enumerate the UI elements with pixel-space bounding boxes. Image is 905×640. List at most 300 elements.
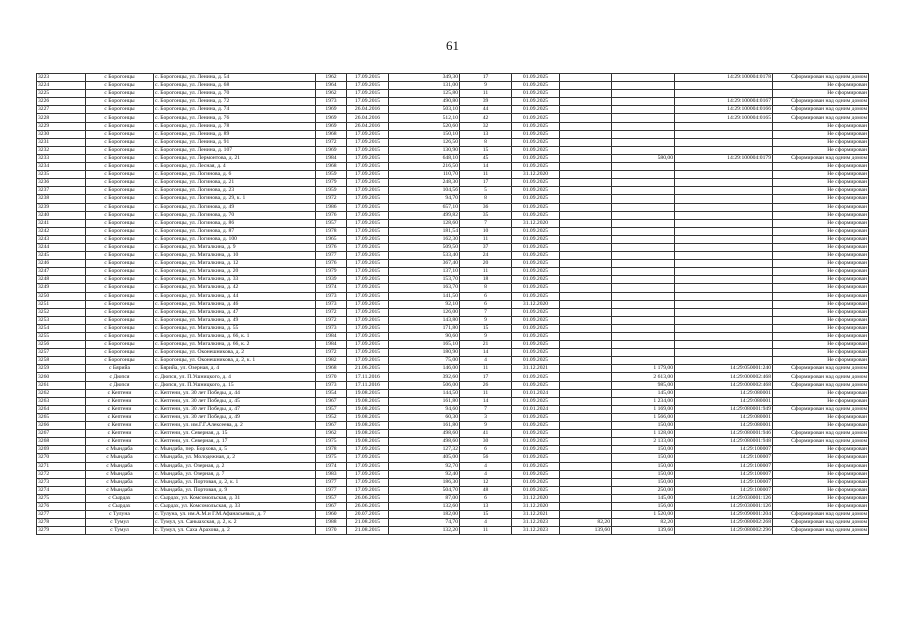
cell-land-status: Сформирован над одним домом bbox=[773, 381, 869, 389]
cell-inclusion-date: 17.09.2015 bbox=[347, 276, 389, 284]
cell-land-status: Сформирован над одним домом bbox=[773, 405, 869, 413]
table-row bbox=[37, 422, 869, 430]
cell-inclusion-date: 17.09.2015 bbox=[347, 227, 389, 235]
cell-settlement: с Борогонцы bbox=[86, 138, 154, 146]
cell-residents: 9 bbox=[460, 422, 512, 430]
cell-area: 657,10 bbox=[389, 203, 460, 211]
cell-land-status: Сформирован над одним домом bbox=[773, 511, 869, 519]
cell-cadastral-number: 14:29:000002:468 bbox=[675, 373, 773, 381]
cell-amount-b: 150,00 bbox=[612, 422, 675, 430]
cell-area: 367,40 bbox=[389, 260, 460, 268]
cell-amount-b: 145,00 bbox=[612, 494, 675, 502]
cell-row-number: 3264 bbox=[37, 405, 86, 413]
cell-amount-a bbox=[560, 82, 612, 90]
cell-amount-a bbox=[560, 122, 612, 130]
cell-residents: 9 bbox=[460, 316, 512, 324]
cell-row-number: 3253 bbox=[37, 316, 86, 324]
cell-area: 392,60 bbox=[389, 373, 460, 381]
cell-settlement: с Борогонцы bbox=[86, 203, 154, 211]
cell-land-status: Не сформирован bbox=[773, 260, 869, 268]
cell-inclusion-date: 17.09.2015 bbox=[347, 462, 389, 470]
cell-address: с. Кептени, ул. 30 лет Победы, д. 47 bbox=[154, 405, 316, 413]
table-row bbox=[37, 227, 869, 235]
cell-deadline: 31.12.2020 bbox=[512, 171, 560, 179]
cell-year-built: 1984 bbox=[316, 341, 347, 349]
cell-row-number: 3267 bbox=[37, 430, 86, 438]
cell-residents: 37 bbox=[460, 243, 512, 251]
cell-cadastral-number: 14:29:100007 bbox=[675, 486, 773, 494]
cell-residents: 15 bbox=[460, 324, 512, 332]
cell-land-status: Не сформирован bbox=[773, 203, 869, 211]
cell-amount-b: 1 234,00 bbox=[612, 397, 675, 405]
cell-cadastral-number: 14:29:080001:949 bbox=[675, 405, 773, 413]
cell-land-status: Сформирован над одним домом bbox=[773, 430, 869, 438]
cell-year-built: 1952 bbox=[316, 413, 347, 421]
cell-amount-b bbox=[612, 316, 675, 324]
cell-deadline: 01.09.2025 bbox=[512, 98, 560, 106]
cell-address: с. Сырдах, ул. Комсомольская, д. 31 bbox=[154, 494, 316, 502]
cell-row-number: 3268 bbox=[37, 438, 86, 446]
cell-row-number: 3249 bbox=[37, 284, 86, 292]
table-row bbox=[37, 397, 869, 405]
table-row bbox=[37, 82, 869, 90]
cell-area: 490,80 bbox=[389, 98, 460, 106]
cell-land-status: Не сформирован bbox=[773, 397, 869, 405]
cell-settlement: с Борогонцы bbox=[86, 187, 154, 195]
cell-land-status: Не сформирован bbox=[773, 227, 869, 235]
cell-row-number: 3246 bbox=[37, 260, 86, 268]
cell-cadastral-number: 14:29:100004:0178 bbox=[675, 74, 773, 82]
cell-land-status: Не сформирован bbox=[773, 357, 869, 365]
table-row bbox=[37, 138, 869, 146]
table-row bbox=[37, 74, 869, 82]
cell-amount-b: 1 520,00 bbox=[612, 511, 675, 519]
cell-residents: 10 bbox=[460, 227, 512, 235]
cell-area: 520,60 bbox=[389, 122, 460, 130]
cell-row-number: 3224 bbox=[37, 82, 86, 90]
cell-year-built: 1973 bbox=[316, 324, 347, 332]
cell-deadline: 01.09.2025 bbox=[512, 187, 560, 195]
cell-residents: 6 bbox=[460, 300, 512, 308]
cell-year-built: 1957 bbox=[316, 405, 347, 413]
cell-amount-b bbox=[612, 219, 675, 227]
cell-year-built: 1969 bbox=[316, 106, 347, 114]
cell-area: 146,00 bbox=[389, 365, 460, 373]
cell-deadline: 01.09.2025 bbox=[512, 163, 560, 171]
table-row bbox=[37, 413, 869, 421]
cell-deadline: 01.09.2025 bbox=[512, 106, 560, 114]
cell-amount-a bbox=[560, 130, 612, 138]
cell-row-number: 3273 bbox=[37, 478, 86, 486]
cell-inclusion-date: 17.09.2015 bbox=[347, 82, 389, 90]
cell-inclusion-date: 17.11.2016 bbox=[347, 373, 389, 381]
cell-settlement: с Тулуна bbox=[86, 511, 154, 519]
cell-cadastral-number bbox=[675, 179, 773, 187]
cell-amount-b bbox=[612, 74, 675, 82]
cell-year-built: 1976 bbox=[316, 211, 347, 219]
cell-row-number: 3265 bbox=[37, 413, 86, 421]
cell-settlement: с Тумул bbox=[86, 527, 154, 535]
cell-deadline: 31.12.2021 bbox=[512, 365, 560, 373]
cell-deadline: 01.09.2025 bbox=[512, 308, 560, 316]
cell-cadastral-number bbox=[675, 138, 773, 146]
cell-deadline: 01.09.2025 bbox=[512, 292, 560, 300]
cell-address: с. Борогонцы, ул. Оконешникова, д. 2, к. 1 bbox=[154, 357, 316, 365]
cell-row-number: 3275 bbox=[37, 494, 86, 502]
cell-amount-b: 150,00 bbox=[612, 446, 675, 454]
cell-year-built: 1973 bbox=[316, 381, 347, 389]
cell-row-number: 3270 bbox=[37, 454, 86, 462]
cell-deadline: 01.01.2024 bbox=[512, 389, 560, 397]
cell-amount-b bbox=[612, 211, 675, 219]
cell-deadline: 01.01.2024 bbox=[512, 405, 560, 413]
table-row bbox=[37, 349, 869, 357]
table-row bbox=[37, 381, 869, 389]
cell-amount-a bbox=[560, 260, 612, 268]
cell-address: с. Борогонцы, ул. Логинова, д. 100 bbox=[154, 235, 316, 243]
cell-amount-a bbox=[560, 430, 612, 438]
cell-inclusion-date: 17.09.2015 bbox=[347, 138, 389, 146]
cell-cadastral-number: 14:29:100007 bbox=[675, 470, 773, 478]
cell-cadastral-number: 14:29:030001:126 bbox=[675, 494, 773, 502]
cell-land-status: Не сформирован bbox=[773, 470, 869, 478]
cell-area: 75,00 bbox=[389, 357, 460, 365]
table-row bbox=[37, 519, 869, 527]
cell-cadastral-number: 14:29:100007 bbox=[675, 478, 773, 486]
cell-amount-b: 145,00 bbox=[612, 389, 675, 397]
cell-year-built: 1968 bbox=[316, 163, 347, 171]
cell-area: 161,80 bbox=[389, 397, 460, 405]
cell-amount-a bbox=[560, 292, 612, 300]
cell-inclusion-date: 17.09.2015 bbox=[347, 130, 389, 138]
cell-row-number: 3227 bbox=[37, 106, 86, 114]
cell-year-built: 1988 bbox=[316, 519, 347, 527]
cell-land-status: Сформирован над одним домом bbox=[773, 373, 869, 381]
cell-cadastral-number: 14:29:100004:0167 bbox=[675, 98, 773, 106]
cell-settlement: с Кептени bbox=[86, 413, 154, 421]
cell-deadline: 31.12.2023 bbox=[512, 527, 560, 535]
cell-amount-b bbox=[612, 195, 675, 203]
cell-inclusion-date: 19.08.2015 bbox=[347, 422, 389, 430]
cell-area: 648,10 bbox=[389, 154, 460, 162]
cell-amount-b: 580,00 bbox=[612, 154, 675, 162]
cell-address: с. Кептени, ул. Северная, д. 15 bbox=[154, 430, 316, 438]
cell-settlement: с Борогонцы bbox=[86, 308, 154, 316]
cell-area: 498,60 bbox=[389, 430, 460, 438]
cell-land-status: Не сформирован bbox=[773, 82, 869, 90]
cell-year-built: 1979 bbox=[316, 268, 347, 276]
cell-address: с. Кептени, ул. 30 лет Победы, д. 45 bbox=[154, 397, 316, 405]
cell-inclusion-date: 17.09.2015 bbox=[347, 74, 389, 82]
cell-deadline: 01.09.2025 bbox=[512, 446, 560, 454]
cell-inclusion-date: 17.09.2015 bbox=[347, 90, 389, 98]
cell-land-status: Не сформирован bbox=[773, 171, 869, 179]
cell-area: 127,32 bbox=[389, 446, 460, 454]
cell-year-built: 1973 bbox=[316, 98, 347, 106]
cell-amount-a bbox=[560, 454, 612, 462]
cell-amount-b: 150,00 bbox=[612, 478, 675, 486]
cell-address: с. Кептени, ул. 30 лет Победы, д. 44 bbox=[154, 389, 316, 397]
cell-inclusion-date: 17.09.2015 bbox=[347, 243, 389, 251]
cell-year-built: 1954 bbox=[316, 389, 347, 397]
cell-amount-b bbox=[612, 357, 675, 365]
cell-deadline: 01.09.2025 bbox=[512, 138, 560, 146]
cell-address: с. Борогонцы, ул. Ленина, д. 107 bbox=[154, 146, 316, 154]
cell-area: 92,70 bbox=[389, 462, 460, 470]
cell-year-built: 1967 bbox=[316, 502, 347, 510]
cell-residents: 11 bbox=[460, 268, 512, 276]
cell-cadastral-number bbox=[675, 284, 773, 292]
cell-year-built: 1970 bbox=[316, 527, 347, 535]
cell-amount-b bbox=[612, 203, 675, 211]
cell-cadastral-number: 14:29:100007 bbox=[675, 446, 773, 454]
cell-amount-b bbox=[612, 163, 675, 171]
cell-inclusion-date: 17.09.2015 bbox=[347, 154, 389, 162]
cell-area: 131,00 bbox=[389, 82, 460, 90]
cell-amount-a bbox=[560, 478, 612, 486]
cell-address: с. Бярийа, ул. Озерная, д. 4 bbox=[154, 365, 316, 373]
cell-settlement: с Мындаба bbox=[86, 454, 154, 462]
cell-land-status: Не сформирован bbox=[773, 333, 869, 341]
cell-area: 509,50 bbox=[389, 243, 460, 251]
cell-address: с. Тулуна, ул. им.А.М.и Г.М.Афанасьевых, д. 7 bbox=[154, 511, 316, 519]
cell-year-built: 1972 bbox=[316, 195, 347, 203]
cell-address: с. Борогонцы, ул. Ленина, д. 78 bbox=[154, 122, 316, 130]
cell-residents: 24 bbox=[460, 252, 512, 260]
cell-settlement: с Борогонцы bbox=[86, 154, 154, 162]
table-row bbox=[37, 252, 869, 260]
cell-row-number: 3248 bbox=[37, 276, 86, 284]
cell-cadastral-number bbox=[675, 252, 773, 260]
cell-area: 87,00 bbox=[389, 494, 460, 502]
table-row bbox=[37, 90, 869, 98]
cell-row-number: 3263 bbox=[37, 397, 86, 405]
cell-amount-a bbox=[560, 316, 612, 324]
cell-amount-a bbox=[560, 284, 612, 292]
cell-settlement: с Борогонцы bbox=[86, 292, 154, 300]
cell-row-number: 3260 bbox=[37, 373, 86, 381]
cell-area: 94,70 bbox=[389, 195, 460, 203]
cell-year-built: 1967 bbox=[316, 422, 347, 430]
cell-inclusion-date: 17.09.2015 bbox=[347, 98, 389, 106]
cell-land-status: Сформирован над одним домом bbox=[773, 98, 869, 106]
cell-settlement: с Борогонцы bbox=[86, 300, 154, 308]
cell-row-number: 3272 bbox=[37, 470, 86, 478]
cell-amount-a bbox=[560, 106, 612, 114]
cell-amount-b: 82,20 bbox=[612, 519, 675, 527]
cell-deadline: 01.09.2025 bbox=[512, 341, 560, 349]
cell-year-built: 1976 bbox=[316, 243, 347, 251]
cell-inclusion-date: 17.09.2015 bbox=[347, 333, 389, 341]
cell-inclusion-date: 17.09.2015 bbox=[347, 163, 389, 171]
cell-address: с. Борогонцы, ул. Мигалкина, д. 20 bbox=[154, 268, 316, 276]
table-row bbox=[37, 389, 869, 397]
cell-deadline: 31.12.2020 bbox=[512, 300, 560, 308]
cell-amount-a bbox=[560, 243, 612, 251]
cell-residents: 15 bbox=[460, 146, 512, 154]
cell-land-status: Сформирован над одним домом bbox=[773, 106, 869, 114]
cell-residents: 11 bbox=[460, 171, 512, 179]
cell-area: 130,90 bbox=[389, 146, 460, 154]
cell-inclusion-date: 17.09.2015 bbox=[347, 219, 389, 227]
table-row bbox=[37, 511, 869, 519]
cell-row-number: 3233 bbox=[37, 154, 86, 162]
cell-area: 533,40 bbox=[389, 252, 460, 260]
cell-address: с. Борогонцы, ул. Мигалкина, д. 44 bbox=[154, 292, 316, 300]
cell-residents: 56 bbox=[460, 454, 512, 462]
cell-area: 90,60 bbox=[389, 333, 460, 341]
cell-deadline: 01.09.2025 bbox=[512, 235, 560, 243]
cell-residents: 18 bbox=[460, 276, 512, 284]
table-row bbox=[37, 308, 869, 316]
cell-row-number: 3226 bbox=[37, 98, 86, 106]
cell-area: 248,30 bbox=[389, 179, 460, 187]
table-body bbox=[37, 74, 869, 535]
cell-residents: 14 bbox=[460, 163, 512, 171]
table-row bbox=[37, 494, 869, 502]
cell-residents: 14 bbox=[460, 349, 512, 357]
cell-amount-a bbox=[560, 333, 612, 341]
table-row bbox=[37, 470, 869, 478]
cell-land-status: Сформирован над одним домом bbox=[773, 154, 869, 162]
cell-inclusion-date: 19.08.2015 bbox=[347, 405, 389, 413]
cell-inclusion-date: 26.06.2015 bbox=[347, 502, 389, 510]
cell-amount-b bbox=[612, 90, 675, 98]
cell-address: с. Кептени, ул. Северная, д. 17 bbox=[154, 438, 316, 446]
cell-year-built: 1979 bbox=[316, 179, 347, 187]
cell-area: 162,30 bbox=[389, 235, 460, 243]
cell-year-built: 1984 bbox=[316, 333, 347, 341]
table-row bbox=[37, 98, 869, 106]
cell-land-status: Сформирован над одним домом bbox=[773, 519, 869, 527]
cell-area: 512,10 bbox=[389, 114, 460, 122]
table-row bbox=[37, 365, 869, 373]
cell-deadline: 31.12.2020 bbox=[512, 494, 560, 502]
cell-address: с. Борогонцы, ул. Мигалкина, д. 49 bbox=[154, 316, 316, 324]
cell-settlement: с Борогонцы bbox=[86, 276, 154, 284]
table-row bbox=[37, 333, 869, 341]
cell-year-built: 1965 bbox=[316, 235, 347, 243]
cell-year-built: 1962 bbox=[316, 90, 347, 98]
cell-residents: 42 bbox=[460, 114, 512, 122]
cell-year-built: 1939 bbox=[316, 276, 347, 284]
cell-deadline: 01.09.2025 bbox=[512, 422, 560, 430]
cell-address: с. Борогонцы, ул. Ленина, д. 91 bbox=[154, 138, 316, 146]
cell-address: с. Борогонцы, ул. Ленина, д. 76 bbox=[154, 114, 316, 122]
cell-deadline: 31.12.2020 bbox=[512, 219, 560, 227]
cell-cadastral-number: 14:29:050001:240 bbox=[675, 365, 773, 373]
cell-amount-a bbox=[560, 365, 612, 373]
cell-address: с. Борогонцы, ул. Логинова, д. 70 bbox=[154, 211, 316, 219]
cell-land-status: Не сформирован bbox=[773, 276, 869, 284]
cell-settlement: с Борогонцы bbox=[86, 146, 154, 154]
cell-year-built: 1962 bbox=[316, 430, 347, 438]
cell-land-status: Не сформирован bbox=[773, 413, 869, 421]
cell-amount-b bbox=[612, 300, 675, 308]
cell-cadastral-number bbox=[675, 316, 773, 324]
cell-amount-b bbox=[612, 260, 675, 268]
cell-year-built: 1972 bbox=[316, 316, 347, 324]
cell-residents: 20 bbox=[460, 260, 512, 268]
cell-deadline: 01.09.2025 bbox=[512, 74, 560, 82]
cell-amount-b bbox=[612, 227, 675, 235]
cell-amount-a bbox=[560, 349, 612, 357]
table-row bbox=[37, 300, 869, 308]
cell-amount-a bbox=[560, 422, 612, 430]
cell-year-built: 1976 bbox=[316, 260, 347, 268]
cell-deadline: 01.09.2025 bbox=[512, 430, 560, 438]
cell-deadline: 01.09.2025 bbox=[512, 114, 560, 122]
cell-residents: 36 bbox=[460, 203, 512, 211]
table-row bbox=[37, 438, 869, 446]
cell-residents: 35 bbox=[460, 211, 512, 219]
cell-settlement: с Бярийа bbox=[86, 365, 154, 373]
cell-amount-b bbox=[612, 292, 675, 300]
cell-inclusion-date: 19.08.2015 bbox=[347, 389, 389, 397]
cell-year-built: 1973 bbox=[316, 292, 347, 300]
cell-settlement: с Кептени bbox=[86, 438, 154, 446]
table-row bbox=[37, 316, 869, 324]
cell-row-number: 3262 bbox=[37, 389, 86, 397]
cell-residents: 5 bbox=[460, 187, 512, 195]
cell-row-number: 3255 bbox=[37, 333, 86, 341]
cell-inclusion-date: 19.08.2015 bbox=[347, 438, 389, 446]
cell-year-built: 1967 bbox=[316, 397, 347, 405]
cell-area: 153,70 bbox=[389, 276, 460, 284]
cell-amount-b bbox=[612, 98, 675, 106]
cell-address: с. Борогонцы, ул. Мигалкина, д. 10 bbox=[154, 252, 316, 260]
cell-land-status: Не сформирован bbox=[773, 349, 869, 357]
cell-settlement: с Мындаба bbox=[86, 446, 154, 454]
cell-settlement: с Дюпся bbox=[86, 381, 154, 389]
cell-area: 143,80 bbox=[389, 316, 460, 324]
cell-residents: 17 bbox=[460, 373, 512, 381]
cell-amount-b: 985,00 bbox=[612, 381, 675, 389]
cell-deadline: 01.09.2025 bbox=[512, 284, 560, 292]
cell-cadastral-number bbox=[675, 219, 773, 227]
table-row bbox=[37, 171, 869, 179]
cell-inclusion-date: 17.09.2015 bbox=[347, 454, 389, 462]
cell-cadastral-number bbox=[675, 341, 773, 349]
cell-land-status: Не сформирован bbox=[773, 292, 869, 300]
cell-row-number: 3232 bbox=[37, 146, 86, 154]
cell-address: с. Кептени, ул. 30 лет Победы, д. 49 bbox=[154, 413, 316, 421]
table-row bbox=[37, 405, 869, 413]
table-row bbox=[37, 187, 869, 195]
cell-year-built: 1975 bbox=[316, 438, 347, 446]
cell-row-number: 3235 bbox=[37, 171, 86, 179]
cell-row-number: 3242 bbox=[37, 227, 86, 235]
cell-residents: 6 bbox=[460, 292, 512, 300]
cell-residents: 4 bbox=[460, 462, 512, 470]
cell-settlement: с Борогонцы bbox=[86, 171, 154, 179]
cell-amount-b bbox=[612, 324, 675, 332]
cell-residents: 11 bbox=[460, 235, 512, 243]
cell-settlement: с Кептени bbox=[86, 397, 154, 405]
cell-deadline: 01.09.2025 bbox=[512, 276, 560, 284]
cell-amount-a bbox=[560, 203, 612, 211]
cell-address: с. Борогонцы, ул. Логинова, д. 49 bbox=[154, 203, 316, 211]
cell-settlement: с Мындаба bbox=[86, 486, 154, 494]
cell-residents: 11 bbox=[460, 365, 512, 373]
cell-area: 181,54 bbox=[389, 227, 460, 235]
cell-cadastral-number bbox=[675, 333, 773, 341]
cell-land-status: Не сформирован bbox=[773, 268, 869, 276]
table-row bbox=[37, 357, 869, 365]
cell-deadline: 01.09.2025 bbox=[512, 438, 560, 446]
cell-year-built: 1982 bbox=[316, 357, 347, 365]
cell-address: с. Борогонцы, ул. Логинова, д. 6 bbox=[154, 171, 316, 179]
